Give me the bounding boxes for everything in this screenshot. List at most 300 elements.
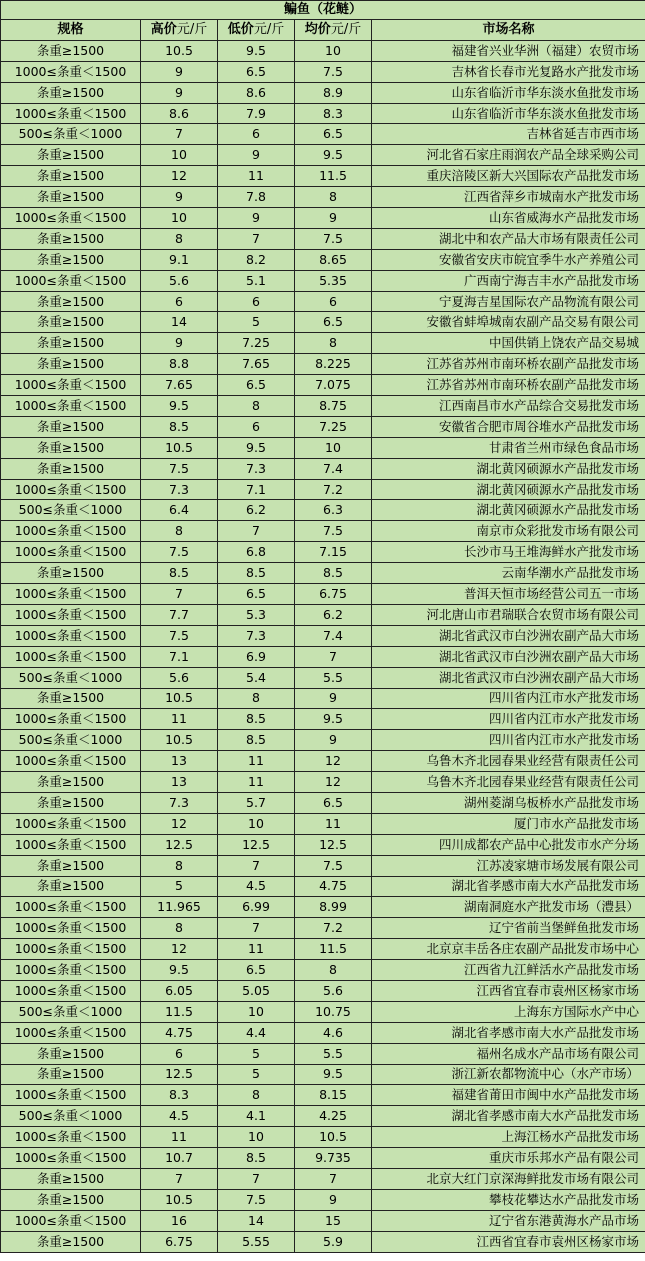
spec-cell: 1000≤条重＜1500: [1, 479, 141, 500]
avg-price-cell: 7.25: [295, 416, 372, 437]
spec-cell: 1000≤条重＜1500: [1, 939, 141, 960]
high-price-cell: 10: [141, 208, 218, 229]
header-avg-unit: 元/斤: [330, 21, 362, 37]
header-high-label: 高价: [150, 21, 177, 37]
market-cell: 湖北中和农产品大市场有限责任公司: [372, 228, 645, 249]
avg-price-cell: 4.75: [295, 876, 372, 897]
table-row: [1, 897, 645, 918]
low-price-cell: 8: [218, 396, 295, 417]
avg-price-cell: 4.25: [295, 1106, 372, 1127]
spec-cell: 500≤条重＜1000: [1, 667, 141, 688]
low-price-cell: 7: [218, 228, 295, 249]
header-market: [372, 20, 645, 41]
spec-cell: 条重≥1500: [1, 1168, 141, 1189]
high-price-cell: 5.6: [141, 270, 218, 291]
avg-price-cell: 6.5: [295, 124, 372, 145]
table-row: [1, 709, 645, 730]
high-price-cell: 11.5: [141, 1001, 218, 1022]
low-price-cell: 7: [218, 855, 295, 876]
table-row: [1, 521, 645, 542]
table-row: [1, 437, 645, 458]
low-price-cell: 8: [218, 1085, 295, 1106]
spec-cell: 条重≥1500: [1, 354, 141, 375]
market-cell: 四川成都农产品中心批发市水产分场: [372, 834, 645, 855]
header-market-label: 市场名称: [482, 21, 535, 37]
table-body: [1, 40, 645, 1252]
avg-price-cell: 5.6: [295, 980, 372, 1001]
market-cell: 乌鲁木齐北园春果业经营有限责任公司: [372, 751, 645, 772]
spec-cell: 条重≥1500: [1, 166, 141, 187]
spec-cell: 条重≥1500: [1, 772, 141, 793]
spec-cell: 1000≤条重＜1500: [1, 897, 141, 918]
avg-price-cell: 6: [295, 291, 372, 312]
low-price-cell: 6.2: [218, 500, 295, 521]
low-price-cell: 6.8: [218, 542, 295, 563]
table-row: [1, 249, 645, 270]
table-row: [1, 625, 645, 646]
spec-cell: 500≤条重＜1000: [1, 500, 141, 521]
market-cell: 江苏省苏州市南环桥农副产品批发市场: [372, 375, 645, 396]
table-row: [1, 61, 645, 82]
low-price-cell: 10: [218, 1001, 295, 1022]
spec-cell: 500≤条重＜1000: [1, 124, 141, 145]
table-row: [1, 834, 645, 855]
avg-price-cell: 6.75: [295, 584, 372, 605]
header-avg-price: [295, 20, 372, 41]
high-price-cell: 16: [141, 1210, 218, 1231]
high-price-cell: 9.1: [141, 249, 218, 270]
low-price-cell: 7: [218, 1168, 295, 1189]
table-row: [1, 500, 645, 521]
low-price-cell: 8.6: [218, 82, 295, 103]
market-cell: 河北唐山市君瑞联合农贸市场有限公司: [372, 604, 645, 625]
spec-cell: 1000≤条重＜1500: [1, 584, 141, 605]
high-price-cell: 6: [141, 1043, 218, 1064]
low-price-cell: 9.5: [218, 40, 295, 61]
low-price-cell: 5.05: [218, 980, 295, 1001]
header-low-label: 低价: [227, 21, 254, 37]
market-cell: 福建省莆田市闽中水产品批发市场: [372, 1085, 645, 1106]
high-price-cell: 11: [141, 1127, 218, 1148]
avg-price-cell: 11.5: [295, 939, 372, 960]
table-row: [1, 333, 645, 354]
market-cell: 福建省兴业华洲（福建）农贸市场: [372, 40, 645, 61]
low-price-cell: 7.25: [218, 333, 295, 354]
avg-price-cell: 8.99: [295, 897, 372, 918]
low-price-cell: 6.5: [218, 960, 295, 981]
market-cell: 湖南洞庭水产批发市场（澧县）: [372, 897, 645, 918]
avg-price-cell: 7.4: [295, 625, 372, 646]
market-cell: 福州名成水产品市场有限公司: [372, 1043, 645, 1064]
avg-price-cell: 10.75: [295, 1001, 372, 1022]
table-row: [1, 354, 645, 375]
table-row: [1, 1106, 645, 1127]
spec-cell: 条重≥1500: [1, 855, 141, 876]
low-price-cell: 8.5: [218, 1148, 295, 1169]
spec-cell: 条重≥1500: [1, 187, 141, 208]
market-cell: 四川省内江市水产批发市场: [372, 730, 645, 751]
table-row: [1, 145, 645, 166]
avg-price-cell: 8.3: [295, 103, 372, 124]
low-price-cell: 11: [218, 166, 295, 187]
low-price-cell: 5.4: [218, 667, 295, 688]
market-cell: 江西省萍乡市城南水产批发市场: [372, 187, 645, 208]
table-row: [1, 1210, 645, 1231]
spec-cell: 条重≥1500: [1, 876, 141, 897]
high-price-cell: 9: [141, 187, 218, 208]
high-price-cell: 6.4: [141, 500, 218, 521]
table-row: [1, 103, 645, 124]
table-row: [1, 688, 645, 709]
high-price-cell: 11.965: [141, 897, 218, 918]
avg-price-cell: 7: [295, 1168, 372, 1189]
low-price-cell: 4.4: [218, 1022, 295, 1043]
high-price-cell: 8.5: [141, 563, 218, 584]
market-cell: 山东省临沂市华东淡水鱼批发市场: [372, 82, 645, 103]
table-row: [1, 730, 645, 751]
market-cell: 乌鲁木齐北园春果业经营有限责任公司: [372, 772, 645, 793]
market-cell: 湖北黄冈硕源水产品批发市场: [372, 500, 645, 521]
table-row: [1, 584, 645, 605]
spec-cell: 1000≤条重＜1500: [1, 542, 141, 563]
table-row: [1, 1085, 645, 1106]
market-cell: 四川省内江市水产批发市场: [372, 709, 645, 730]
low-price-cell: 7.65: [218, 354, 295, 375]
market-cell: 辽宁省前当堡鲜鱼批发市场: [372, 918, 645, 939]
high-price-cell: 10.5: [141, 1189, 218, 1210]
spec-cell: 1000≤条重＜1500: [1, 604, 141, 625]
low-price-cell: 9: [218, 208, 295, 229]
low-price-cell: 14: [218, 1210, 295, 1231]
low-price-cell: 7.3: [218, 458, 295, 479]
high-price-cell: 13: [141, 772, 218, 793]
low-price-cell: 10: [218, 813, 295, 834]
table-row: [1, 270, 645, 291]
high-price-cell: 6.05: [141, 980, 218, 1001]
low-price-cell: 5: [218, 1043, 295, 1064]
low-price-cell: 7: [218, 521, 295, 542]
avg-price-cell: 5.5: [295, 667, 372, 688]
spec-cell: 1000≤条重＜1500: [1, 61, 141, 82]
low-price-cell: 7.3: [218, 625, 295, 646]
avg-price-cell: 9.5: [295, 145, 372, 166]
low-price-cell: 5: [218, 1064, 295, 1085]
avg-price-cell: 8.75: [295, 396, 372, 417]
avg-price-cell: 6.5: [295, 792, 372, 813]
avg-price-cell: 9.5: [295, 709, 372, 730]
table-row: [1, 1189, 645, 1210]
table-row: [1, 312, 645, 333]
table-row: [1, 918, 645, 939]
avg-price-cell: 12: [295, 772, 372, 793]
market-cell: 四川省内江市水产批发市场: [372, 688, 645, 709]
spec-cell: 条重≥1500: [1, 458, 141, 479]
table-row: [1, 960, 645, 981]
spec-cell: 1000≤条重＜1500: [1, 625, 141, 646]
market-cell: 湖北省武汉市白沙洲农副产品大市场: [372, 646, 645, 667]
low-price-cell: 5.1: [218, 270, 295, 291]
spec-cell: 条重≥1500: [1, 563, 141, 584]
table-row: [1, 855, 645, 876]
avg-price-cell: 7.5: [295, 61, 372, 82]
low-price-cell: 7.5: [218, 1189, 295, 1210]
high-price-cell: 9: [141, 82, 218, 103]
spec-cell: 1000≤条重＜1500: [1, 208, 141, 229]
market-cell: 长沙市马王堆海鲜水产批发市场: [372, 542, 645, 563]
avg-price-cell: 10: [295, 40, 372, 61]
high-price-cell: 8.3: [141, 1085, 218, 1106]
table-row: [1, 792, 645, 813]
avg-price-cell: 9.735: [295, 1148, 372, 1169]
market-cell: 安徽省安庆市皖宜季牛水产养殖公司: [372, 249, 645, 270]
market-cell: 甘肃省兰州市绿色食品市场: [372, 437, 645, 458]
low-price-cell: 6: [218, 291, 295, 312]
high-price-cell: 7: [141, 124, 218, 145]
spec-cell: 条重≥1500: [1, 688, 141, 709]
avg-price-cell: 7.075: [295, 375, 372, 396]
low-price-cell: 11: [218, 939, 295, 960]
avg-price-cell: 11.5: [295, 166, 372, 187]
avg-price-cell: 6.3: [295, 500, 372, 521]
low-price-cell: 8.5: [218, 563, 295, 584]
high-price-cell: 10.7: [141, 1148, 218, 1169]
high-price-cell: 7: [141, 584, 218, 605]
high-price-cell: 8: [141, 918, 218, 939]
high-price-cell: 8: [141, 521, 218, 542]
market-cell: 江苏省苏州市南环桥农副产品批发市场: [372, 354, 645, 375]
low-price-cell: 5.7: [218, 792, 295, 813]
high-price-cell: 10: [141, 145, 218, 166]
avg-price-cell: 8.5: [295, 563, 372, 584]
spec-cell: 1000≤条重＜1500: [1, 709, 141, 730]
spec-cell: 条重≥1500: [1, 1189, 141, 1210]
table-row: [1, 166, 645, 187]
avg-price-cell: 6.2: [295, 604, 372, 625]
table-row: [1, 124, 645, 145]
spec-cell: 1000≤条重＜1500: [1, 1085, 141, 1106]
high-price-cell: 10.5: [141, 437, 218, 458]
high-price-cell: 7.65: [141, 375, 218, 396]
high-price-cell: 8.5: [141, 416, 218, 437]
spec-cell: 条重≥1500: [1, 40, 141, 61]
spec-cell: 条重≥1500: [1, 1064, 141, 1085]
market-cell: 江西省宜春市袁州区杨家市场: [372, 980, 645, 1001]
high-price-cell: 12: [141, 939, 218, 960]
spec-cell: 1000≤条重＜1500: [1, 1127, 141, 1148]
low-price-cell: 6.5: [218, 375, 295, 396]
spec-cell: 500≤条重＜1000: [1, 730, 141, 751]
spec-cell: 500≤条重＜1000: [1, 1106, 141, 1127]
table-row: [1, 40, 645, 61]
low-price-cell: 8: [218, 688, 295, 709]
table-row: [1, 563, 645, 584]
avg-price-cell: 8.65: [295, 249, 372, 270]
avg-price-cell: 7.2: [295, 918, 372, 939]
table-row: [1, 1043, 645, 1064]
low-price-cell: 12.5: [218, 834, 295, 855]
avg-price-cell: 9: [295, 688, 372, 709]
spec-cell: 条重≥1500: [1, 145, 141, 166]
table-row: [1, 82, 645, 103]
market-cell: 云南华潮水产品批发市场: [372, 563, 645, 584]
table-row: [1, 1168, 645, 1189]
avg-price-cell: 7.4: [295, 458, 372, 479]
spec-cell: 1000≤条重＜1500: [1, 521, 141, 542]
table-row: [1, 479, 645, 500]
market-cell: 山东省临沂市华东淡水鱼批发市场: [372, 103, 645, 124]
low-price-cell: 8.5: [218, 709, 295, 730]
high-price-cell: 10.5: [141, 730, 218, 751]
avg-price-cell: 7.5: [295, 228, 372, 249]
avg-price-cell: 7.15: [295, 542, 372, 563]
spec-cell: 1000≤条重＜1500: [1, 980, 141, 1001]
market-cell: 江西南昌市水产品综合交易批发市场: [372, 396, 645, 417]
high-price-cell: 9.5: [141, 396, 218, 417]
high-price-cell: 9: [141, 61, 218, 82]
spec-cell: 条重≥1500: [1, 291, 141, 312]
avg-price-cell: 9.5: [295, 1064, 372, 1085]
low-price-cell: 11: [218, 772, 295, 793]
high-price-cell: 12.5: [141, 834, 218, 855]
table-row: [1, 751, 645, 772]
low-price-cell: 6.9: [218, 646, 295, 667]
low-price-cell: 11: [218, 751, 295, 772]
market-cell: 安徽省蚌埠城南农副产品交易有限公司: [372, 312, 645, 333]
market-cell: 宁夏海吉星国际农产品物流有限公司: [372, 291, 645, 312]
market-cell: 湖北黄冈硕源水产品批发市场: [372, 458, 645, 479]
header-high-unit: 元/斤: [176, 21, 208, 37]
market-cell: 河北省石家庄雨润农产品全球采购公司: [372, 145, 645, 166]
low-price-cell: 6: [218, 124, 295, 145]
avg-price-cell: 8: [295, 960, 372, 981]
spec-cell: 条重≥1500: [1, 228, 141, 249]
high-price-cell: 7.3: [141, 479, 218, 500]
spec-cell: 条重≥1500: [1, 1043, 141, 1064]
table-row: [1, 228, 645, 249]
market-cell: 上海江杨水产品批发市场: [372, 1127, 645, 1148]
spec-cell: 条重≥1500: [1, 333, 141, 354]
high-price-cell: 12.5: [141, 1064, 218, 1085]
spec-cell: 1000≤条重＜1500: [1, 960, 141, 981]
table-row: [1, 604, 645, 625]
spec-cell: 1000≤条重＜1500: [1, 1022, 141, 1043]
avg-price-cell: 6.5: [295, 312, 372, 333]
avg-price-cell: 8: [295, 187, 372, 208]
avg-price-cell: 10: [295, 437, 372, 458]
table-row: [1, 939, 645, 960]
header-low-unit: 元/斤: [253, 21, 285, 37]
spec-cell: 条重≥1500: [1, 792, 141, 813]
high-price-cell: 12: [141, 166, 218, 187]
avg-price-cell: 8.9: [295, 82, 372, 103]
avg-price-cell: 12.5: [295, 834, 372, 855]
market-cell: 南京市众彩批发市场有限公司: [372, 521, 645, 542]
high-price-cell: 14: [141, 312, 218, 333]
table-row: [1, 876, 645, 897]
high-price-cell: 4.5: [141, 1106, 218, 1127]
avg-price-cell: 8.15: [295, 1085, 372, 1106]
table-row: [1, 375, 645, 396]
table-row: [1, 1022, 645, 1043]
spec-cell: 条重≥1500: [1, 312, 141, 333]
table-row: [1, 772, 645, 793]
high-price-cell: 7.5: [141, 625, 218, 646]
header-high-price: [141, 20, 218, 41]
low-price-cell: 7.9: [218, 103, 295, 124]
table-row: [1, 187, 645, 208]
high-price-cell: 9.5: [141, 960, 218, 981]
high-price-cell: 5: [141, 876, 218, 897]
table-row: [1, 1064, 645, 1085]
header-spec-label: 规格: [57, 21, 84, 37]
high-price-cell: 6: [141, 291, 218, 312]
market-cell: 厦门市水产品批发市场: [372, 813, 645, 834]
spec-cell: 1000≤条重＜1500: [1, 103, 141, 124]
spec-cell: 条重≥1500: [1, 1231, 141, 1252]
market-cell: 重庆市乐邦水产品有限公司: [372, 1148, 645, 1169]
spec-cell: 条重≥1500: [1, 249, 141, 270]
market-cell: 山东省威海水产品批发市场: [372, 208, 645, 229]
table-row: [1, 667, 645, 688]
high-price-cell: 8: [141, 855, 218, 876]
market-cell: 普洱天恒市场经营公司五一市场: [372, 584, 645, 605]
avg-price-cell: 5.5: [295, 1043, 372, 1064]
low-price-cell: 10: [218, 1127, 295, 1148]
spec-cell: 1000≤条重＜1500: [1, 813, 141, 834]
low-price-cell: 7: [218, 918, 295, 939]
market-cell: 吉林省长春市光复路水产批发市场: [372, 61, 645, 82]
avg-price-cell: 11: [295, 813, 372, 834]
spec-cell: 条重≥1500: [1, 416, 141, 437]
spec-cell: 1000≤条重＜1500: [1, 751, 141, 772]
avg-price-cell: 10.5: [295, 1127, 372, 1148]
low-price-cell: 8.2: [218, 249, 295, 270]
high-price-cell: 8: [141, 228, 218, 249]
high-price-cell: 7.3: [141, 792, 218, 813]
table-row: [1, 1148, 645, 1169]
spec-cell: 1000≤条重＜1500: [1, 834, 141, 855]
spec-cell: 1000≤条重＜1500: [1, 1210, 141, 1231]
high-price-cell: 7.5: [141, 458, 218, 479]
high-price-cell: 10.5: [141, 688, 218, 709]
high-price-cell: 7.7: [141, 604, 218, 625]
low-price-cell: 8.5: [218, 730, 295, 751]
table-row: [1, 542, 645, 563]
low-price-cell: 5.55: [218, 1231, 295, 1252]
market-cell: 湖北省孝感市南大水产品批发市场: [372, 1106, 645, 1127]
table-row: [1, 291, 645, 312]
low-price-cell: 6.5: [218, 584, 295, 605]
high-price-cell: 8.8: [141, 354, 218, 375]
low-price-cell: 9: [218, 145, 295, 166]
avg-price-cell: 9: [295, 1189, 372, 1210]
table-title: 鳊鱼（花鲢）: [1, 1, 645, 20]
market-cell: 湖州菱湖乌板桥水产品批发市场: [372, 792, 645, 813]
market-cell: 安徽省合肥市周谷堆水产品批发市场: [372, 416, 645, 437]
market-cell: 上海东方国际水产中心: [372, 1001, 645, 1022]
avg-price-cell: 5.35: [295, 270, 372, 291]
market-cell: 吉林省延吉市西市场: [372, 124, 645, 145]
avg-price-cell: 5.9: [295, 1231, 372, 1252]
spec-cell: 1000≤条重＜1500: [1, 1148, 141, 1169]
market-cell: 北京京丰岳各庄农副产品批发市场中心: [372, 939, 645, 960]
table-row: [1, 416, 645, 437]
avg-price-cell: 7.2: [295, 479, 372, 500]
market-cell: 广西南宁海吉丰水产品批发市场: [372, 270, 645, 291]
market-cell: 湖北省孝感市南大水产品批发市场: [372, 876, 645, 897]
avg-price-cell: 7.5: [295, 521, 372, 542]
market-cell: 湖北省武汉市白沙洲农副产品大市场: [372, 625, 645, 646]
